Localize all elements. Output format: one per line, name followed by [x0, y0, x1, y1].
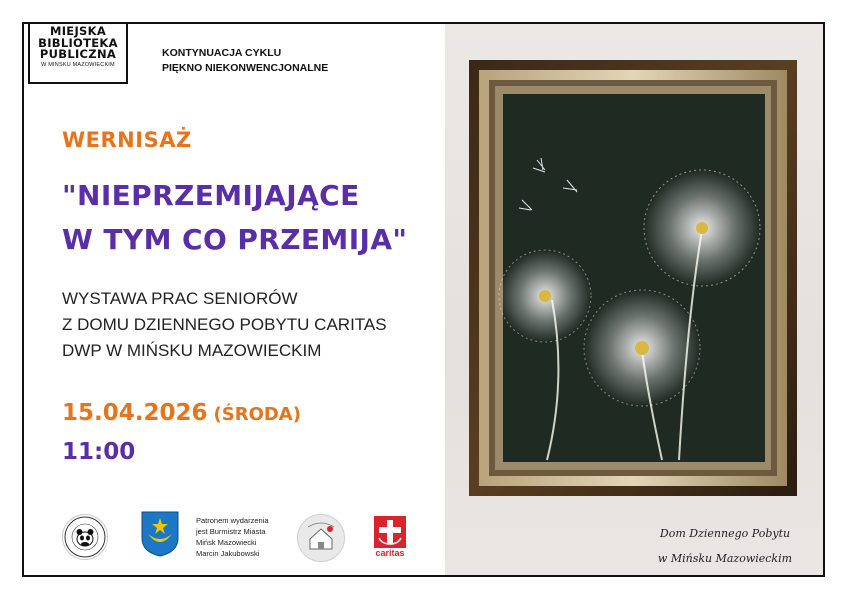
cycle-line-2: PIĘKNO NIEKONWENCJONALNE [162, 62, 329, 74]
event-desc-line-2: Z DOMU DZIENNEGO POBYTU CARITAS [62, 315, 387, 334]
event-date [62, 400, 301, 426]
library-logo [28, 22, 128, 84]
event-date-value: 15.04.2026 [62, 400, 208, 426]
library-logo-subtitle: W MIŃSKU MAZOWIECKIM [41, 61, 115, 68]
event-label: WERNISAŻ [62, 128, 192, 152]
event-title [62, 174, 407, 262]
event-desc-line-3: DWP W MIŃSKU MAZOWIECKIM [62, 341, 322, 360]
event-time: 11:00 [62, 439, 136, 465]
right-panel [445, 24, 823, 575]
patron-line-2: jest Burmistrz Miasta [196, 527, 266, 536]
poster [22, 22, 825, 577]
event-title-line-2: W TYM CO PRZEMIJA" [62, 223, 408, 256]
painting-signature [635, 521, 815, 571]
event-day: (ŚRODA) [213, 404, 301, 425]
left-panel [24, 24, 445, 575]
event-desc-line-1: WYSTAWA PRAC SENIORÓW [62, 289, 298, 308]
library-logo-icon [62, 514, 108, 560]
signature-line-1: Dom Dziennego Pobytu [659, 527, 791, 540]
caritas-label: caritas [375, 548, 405, 558]
event-description [62, 286, 387, 364]
event-title-line-1: "NIEPRZEMIJAJĄCE [62, 179, 360, 212]
library-logo-line-2: BIBLIOTEKA [38, 35, 118, 50]
cycle-info [162, 46, 328, 76]
caritas-logo-icon [372, 514, 408, 560]
patron-line-3: Mińsk Mazowiecki [196, 538, 257, 547]
patron-info [196, 515, 269, 559]
framed-dandelion-painting [457, 60, 797, 500]
patron-line-4: Marcin Jakubowski [196, 549, 260, 558]
signature-line-2: w Mińsku Mazowieckim [657, 552, 793, 565]
patron-line-1: Patronem wydarzenia [196, 516, 269, 525]
dom-dziennego-pobytu-logo-icon [297, 514, 345, 562]
library-logo-line-1: MIEJSKA [49, 24, 107, 38]
cycle-line-1: KONTYNUACJA CYKLU [162, 47, 282, 59]
library-logo-line-3: PUBLICZNA [39, 47, 117, 61]
city-crest-icon [140, 510, 180, 558]
